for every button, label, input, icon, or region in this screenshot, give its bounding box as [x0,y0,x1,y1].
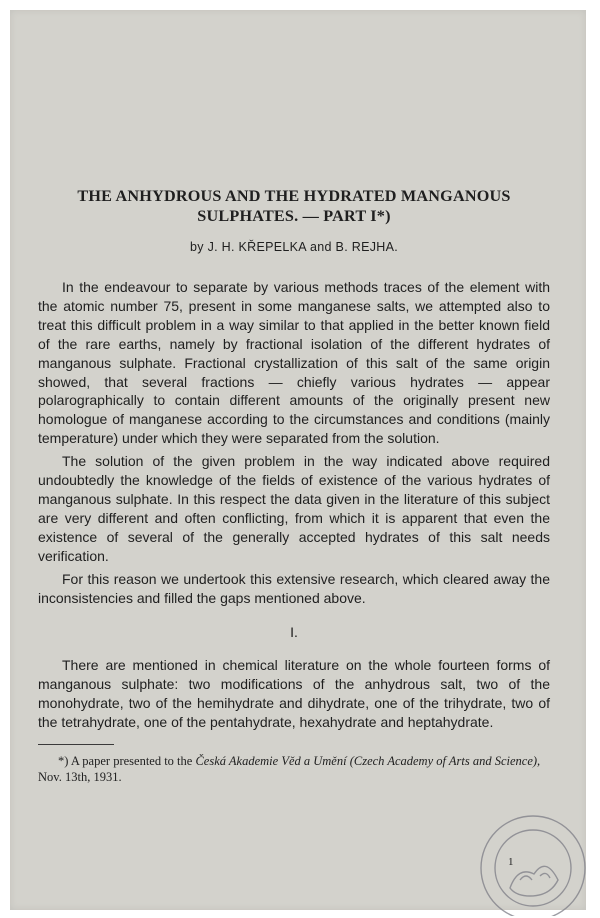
section-paragraph: There are mentioned in chemical literature on the whole fourteen forms of manganous sulphate: two modifications of the anhydrous salt, two of the monohydrate, two of the hemihydrate and dihydrate, one of the trihydrate, two of the tetrahydrate, one of the pentahydrate, hexahydrate and heptahydrate. [38,657,550,731]
footnote-italic: Česká Akademie Věd a Umění (Czech Academy of Arts and Science), [195,753,541,768]
document-page [10,10,586,910]
paragraph-1: In the endeavour to separate by various methods traces of the element with the atomic number 75, present in some manganese salts, we attempted also to treat this difficult problem in a way similar to that applied in the better known field of the rare earths, namely by fractional isolation of the different hydrates of manganous sulphate. Fractional crystallization of this salt of the same origin showed, that several fractions — chiefly various hydrates — appear polarographically to contain different amounts of the originally present new homologue of manganese according to the circumstances and conditions (mainly temperature) under which they were separated from the solution. [38,279,550,447]
section-number: I. [290,624,298,641]
article-title [38,186,550,226]
page-number: 1 [508,856,514,868]
footnote [38,753,550,785]
author-byline: by J. H. KŘEPELKA and B. REJHA. [190,240,398,254]
footnote-lead: *) A paper presented to the [58,753,196,768]
paragraph-3: For this reason we undertook this extensive research, which cleared away the inconsistencies and filled the gaps mentioned above. [38,570,550,606]
title-line-2: SULPHATES. — PART I*) [197,207,391,225]
footnote-divider [38,744,114,745]
library-stamp-icon [458,796,598,916]
article-content [38,186,550,785]
title-line-1: THE ANHYDROUS AND THE HYDRATED MANGANOUS [77,187,511,205]
footnote-tail: Nov. 13th, 1931. [38,769,122,784]
article-body [38,278,550,732]
paragraph-2: The solution of the given problem in the way indicated above required undoubtedly the knowledge of the fields of existence of the various hydrates of manganous sulphate. In this respect the data given in the literature of this subject are very different and often conflicting, from which it is apparent that even the existence of several of the generally accepted hydrates of this salt needs verification. [38,453,550,564]
